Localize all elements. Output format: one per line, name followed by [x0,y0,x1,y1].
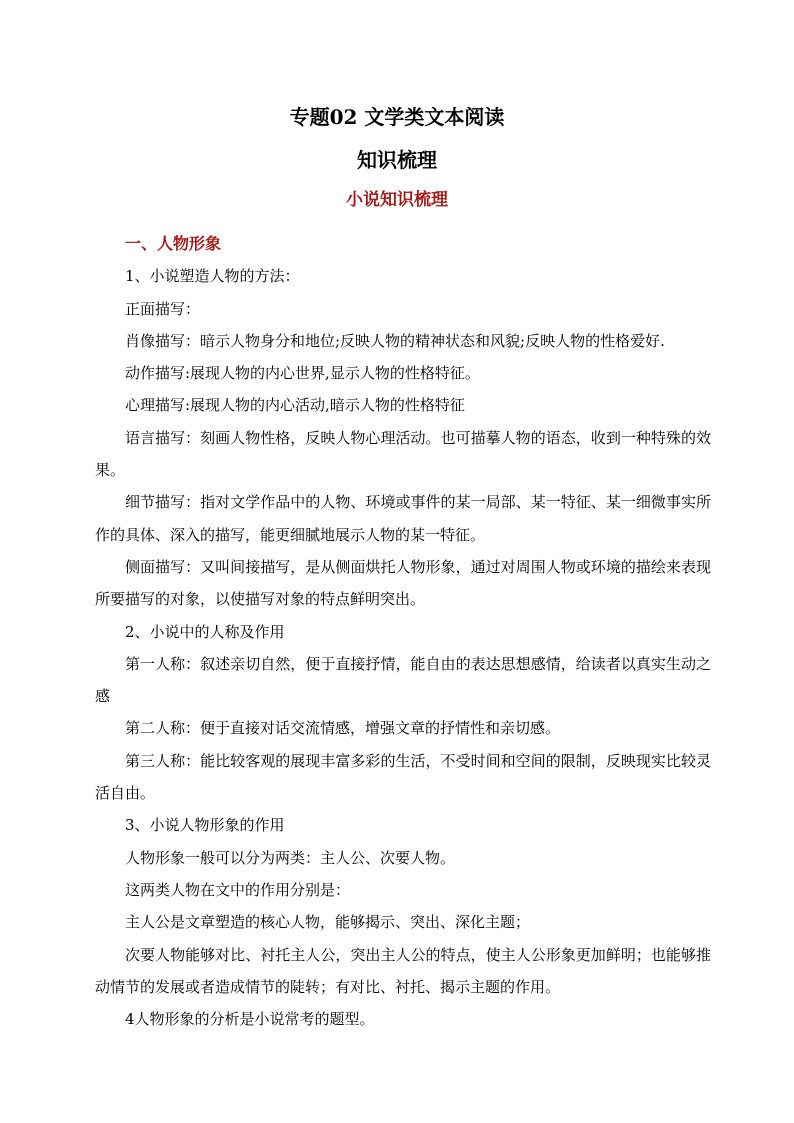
paragraph-detail: 细节描写：指对文学作品中的人物、环境或事件的某一局部、某一特征、某一细微事实所作的具体、深入的描写，能更细腻地展示人物的某一特征。 [95,493,711,544]
paragraph-methods-heading: 1、小说塑造人物的方法： [125,267,300,286]
paragraph-two-types: 人物形象一般可以分为两类：主人公、次要人物。 [125,848,456,867]
paragraph-language: 语言描写：刻画人物性格，反映人物心理活动。也可描摹人物的语态，收到一种特殊的效果。 [95,428,711,480]
paragraph-protagonist: 主人公是文章塑造的核心人物，能够揭示、突出、深化主题； [125,913,531,932]
paragraph-action: 动作描写:展现人物的内心世界,显示人物的性格特征。 [125,364,480,383]
paragraph-secondary: 次要人物能够对比、衬托主人公，突出主人公的特点，使主人公形象更加鲜明；也能够推动情节的发展或者造成情节的陡转；有对比、衬托、揭示主题的作用。 [95,945,711,996]
paragraph-portrait: 肖像描写：暗示人物身分和地位;反映人物的精神状态和风貌;反映人物的性格爱好. [125,331,665,350]
page-subtitle: 知识梳理 [357,148,437,172]
paragraph-third-person: 第三人称：能比较客观的展现丰富多彩的生活，不受时间和空间的限制，反映现实比较灵活自由。 [95,751,711,803]
page-title: 专题02 文学类文本阅读 [289,105,505,129]
paragraph-person-heading: 2、小说中的人称及作用 [125,622,285,641]
section-title: 小说知识梳理 [346,190,448,210]
paragraph-analysis: 4人物形象的分析是小说常考的题型。 [125,1010,375,1029]
paragraph-direct-description: 正面描写： [125,299,201,318]
heading-character-image: 一、人物形象 [125,234,222,253]
paragraph-roles-intro: 这两类人物在文中的作用分别是： [125,880,351,899]
paragraph-second-person: 第二人称：便于直接对话交流情感，增强文章的抒情性和亲切感。 [125,719,561,738]
document-body [95,228,711,1035]
paragraph-indirect: 侧面描写：又叫间接描写，是从侧面烘托人物形象，通过对周围人物或环境的描绘来表现所要描写的对象，以使描写对象的特点鲜明突出。 [95,557,711,609]
paragraph-psychology: 心理描写:展现人物的内心活动,暗示人物的性格特征 [125,396,465,415]
paragraph-first-person: 第一人称：叙述亲切自然，便于直接抒情，能自由的表达思想感情，给读者以真实生动之感 [95,654,711,706]
paragraph-role-heading: 3、小说人物形象的作用 [125,816,285,835]
